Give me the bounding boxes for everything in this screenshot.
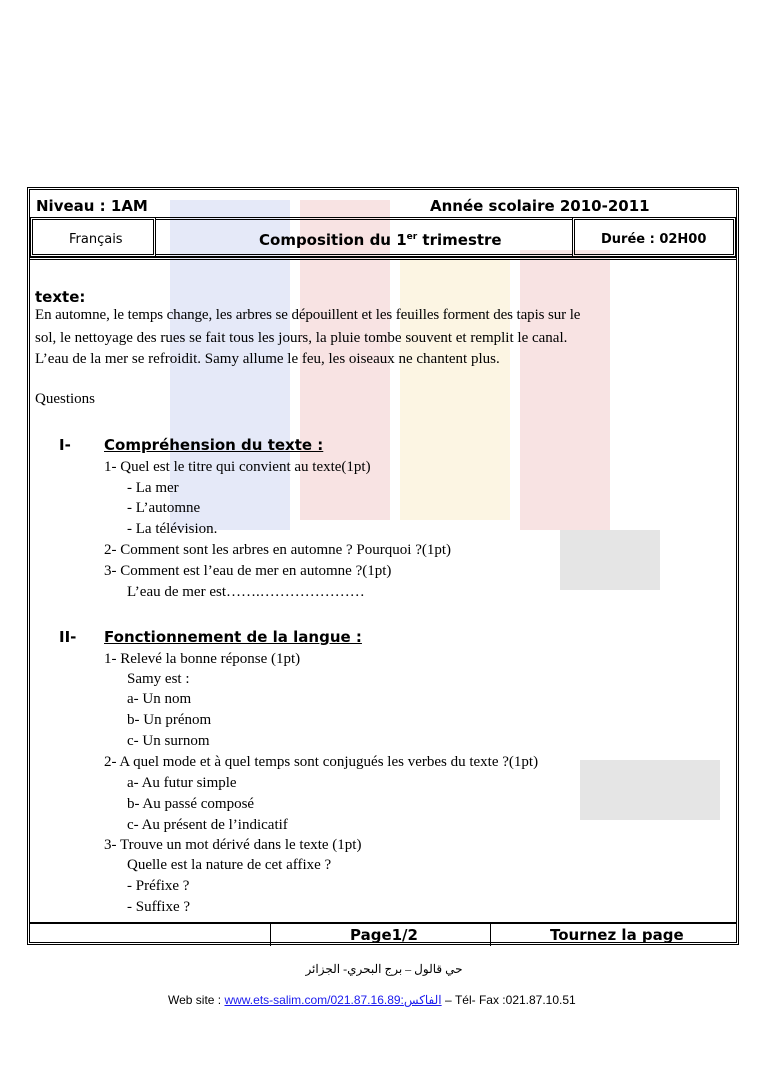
section-1-number: I- [59,436,71,454]
footer-cell-empty [30,924,271,946]
question-line: 3- Trouve un mot dérivé dans le texte (1pt) [104,837,362,853]
header-row [30,192,736,218]
option-line: - La mer [127,480,179,496]
address-arabic: حي قالول – برج البحري- الجزائر [305,962,463,976]
texte-line: En automne, le temps change, les arbres se dépouillent et les feuilles forment des tapis sur le [35,307,581,323]
option-line: b- Un prénom [127,712,212,728]
question-line: 2- A quel mode et à quel temps sont conjugués les verbes du texte ?(1pt) [104,754,539,770]
website-link[interactable]: www.ets-salim.com/021.87.16.89:الفاكس [224,993,442,1007]
composition-box [155,217,573,257]
question-line: 1- Relevé la bonne réponse (1pt) [104,651,301,667]
option-line: - Préfixe ? [127,878,190,894]
option-line: - La télévision. [127,521,218,537]
option-line: c- Un surnom [127,733,210,749]
section-2-number: II- [59,628,77,646]
texte-label: texte: [35,288,86,306]
header-divider [30,257,736,260]
question-line: 2- Comment sont les arbres en automne ? Pourquoi ?(1pt) [104,542,452,558]
duree-box [572,217,736,257]
matiere-box [30,217,156,257]
annee-label: Année scolaire 2010-2011 [430,197,650,215]
matiere-label: Français [69,232,123,247]
website-prefix: Web site : [168,993,225,1007]
option-line: - L’automne [127,500,201,516]
website-suffix: – Tél- Fax :021.87.10.51 [441,993,576,1007]
composition-title: Composition du 1er trimestre [259,231,502,249]
texte-line: sol, le nettoyage des rues se fait tous les jours, la pluie tombe souvent et remplit le canal. [35,330,568,346]
answer-line: L’eau de mer est…….………………… [127,584,365,600]
question-line: 1- Quel est le titre qui convient au texte(1pt) [104,459,371,475]
option-line: a- Au futur simple [127,775,237,791]
footer-cell-page [270,924,491,946]
website-line [168,993,576,1007]
footer-row [30,922,736,946]
option-line: - Suffixe ? [127,899,191,915]
tournez-label: Tournez la page [550,926,684,944]
questions-label: Questions [35,391,95,407]
texte-line: L’eau de la mer se refroidit. Samy allume le feu, les oiseaux ne chantent plus. [35,351,500,367]
option-line: b- Au passé composé [127,796,255,812]
section-1-title: Compréhension du texte : [104,436,324,454]
answer-line: Quelle est la nature de cet affixe ? [127,857,332,873]
question-line: 3- Comment est l’eau de mer en automne ?(1pt) [104,563,392,579]
option-line: a- Un nom [127,691,192,707]
duree-label: Durée : 02H00 [601,232,707,247]
section-2-title: Fonctionnement de la langue : [104,628,362,646]
page-number: Page1/2 [350,926,418,944]
niveau-label: Niveau : 1AM [36,197,148,215]
answer-line: Samy est : [127,671,190,687]
option-line: c- Au présent de l’indicatif [127,817,288,833]
